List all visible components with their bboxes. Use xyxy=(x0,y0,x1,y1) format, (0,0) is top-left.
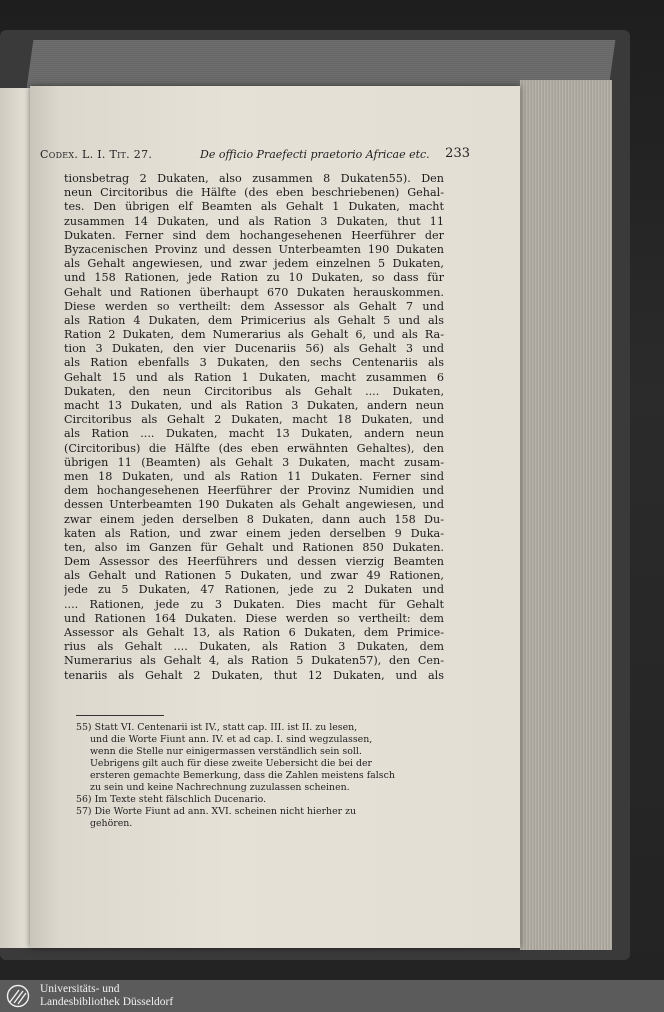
text-line: als Ration .... Dukaten, macht 13 Dukaten, andern neun xyxy=(64,427,444,441)
text-line: dem hochangesehenen Heerführer der Provinz Numidien und xyxy=(64,484,444,498)
text-line: Gehalt 15 und als Ration 1 Dukaten, macht zusammen 6 xyxy=(64,370,444,384)
text-line: als Ration ebenfalls 3 Dukaten, den sechs Centenariis als xyxy=(64,356,444,370)
footer-line-2: Landesbibliothek Düsseldorf xyxy=(40,996,174,1008)
text-line: rius als Gehalt .... Dukaten, als Ration 3 Dukaten, dem xyxy=(64,640,444,654)
ulb-logo-icon xyxy=(6,984,30,1008)
footer-line-1: Universitäts- und xyxy=(40,983,120,995)
footnote-line: wenn die Stelle nur einigermassen verständlich sein soll. xyxy=(90,746,362,757)
running-header xyxy=(40,146,470,164)
text-line: Gehalt und Rationen überhaupt 670 Dukaten herauskommen. xyxy=(64,285,444,299)
left-page-edge xyxy=(0,88,30,948)
footnote-line: Uebrigens gilt auch für diese zweite Uebersicht die bei der xyxy=(90,758,373,769)
text-line: tenariis als Gehalt 2 Dukaten, thut 12 Dukaten, und als xyxy=(64,668,444,682)
text-line: Diese werden so vertheilt: dem Assessor als Gehalt 7 und xyxy=(64,299,444,313)
text-line: Dukaten. Ferner sind dem hochangesehenen Heerführer der xyxy=(64,228,444,242)
text-line: neun Circitoribus die Hälfte (des eben beschriebenen) Gehal- xyxy=(64,186,444,200)
text-line: tionsbetrag 2 Dukaten, also zusammen 8 Dukaten55). Den xyxy=(64,172,444,185)
footnotes xyxy=(76,722,446,830)
text-line: zusammen 14 Dukaten, und als Ration 3 Dukaten, thut 11 xyxy=(64,214,444,228)
text-line: Numerarius als Gehalt 4, als Ration 5 Dukaten57), den Cen- xyxy=(64,654,444,668)
footnote-line: 56) Im Texte steht fälschlich Ducenario. xyxy=(76,794,267,805)
main-text xyxy=(64,172,444,683)
text-line: jede zu 5 Dukaten, 47 Rationen, jede zu 2 Dukaten und xyxy=(64,583,444,597)
footnote-rule xyxy=(76,715,164,716)
page-number: 233 xyxy=(445,146,470,161)
text-line: Assessor als Gehalt 13, als Ration 6 Dukaten, dem Primice- xyxy=(64,626,444,639)
text-line: Dukaten, den neun Circitoribus als Gehalt .... Dukaten, xyxy=(64,384,444,398)
text-line: übrigen 11 (Beamten) als Gehalt 3 Dukaten, macht zusam- xyxy=(64,455,444,469)
text-line: Dem Assessor des Heerführers und dessen vierzig Beamten xyxy=(64,555,444,569)
page-block-side xyxy=(520,80,612,950)
text-line: als Ration 4 Dukaten, dem Primicerius als Gehalt 5 und als xyxy=(64,313,444,327)
footnote-line: zu sein und keine Nachrechnung zuzulassen scheinen. xyxy=(90,782,350,793)
text-line: Circitoribus als Gehalt 2 Dukaten, macht 18 Dukaten, und xyxy=(64,413,444,427)
text-line: zwar einem jeden derselben 8 Dukaten, dann auch 158 Du- xyxy=(64,512,444,526)
footnote-line: gehören. xyxy=(90,818,133,829)
text-line: ten, also im Ganzen für Gehalt und Rationen 850 Dukaten. xyxy=(64,540,444,554)
header-citation: Codex. L. I. Tit. 27. xyxy=(40,148,153,161)
footnote-line: und die Worte Fiunt ann. IV. et ad cap. I. sind wegzulassen, xyxy=(90,734,373,745)
footnote-line: 55) Statt VI. Centenarii ist IV., statt cap. III. ist II. zu lesen, xyxy=(76,722,358,733)
header-title: De officio Praefecti praetorio Africae etc. xyxy=(200,148,430,161)
text-line: und 158 Rationen, jede Ration zu 10 Dukaten, so dass für xyxy=(64,271,444,285)
text-line: men 18 Dukaten, und als Ration 11 Dukaten. Ferner sind xyxy=(64,469,444,483)
text-line: als Gehalt und Rationen 5 Dukaten, und zwar 49 Rationen, xyxy=(64,569,444,583)
text-line: (Circitoribus) die Hälfte (des eben erwähnten Gehaltes), den xyxy=(64,441,444,455)
text-line: Ration 2 Dukaten, dem Numerarius als Gehalt 6, und als Ra- xyxy=(64,328,444,342)
text-line: .... Rationen, jede zu 3 Dukaten. Dies macht für Gehalt xyxy=(64,597,444,611)
text-line: dessen Unterbeamten 190 Dukaten als Gehalt angewiesen, und xyxy=(64,498,444,512)
text-line: und Rationen 164 Dukaten. Diese werden so vertheilt: dem xyxy=(64,611,444,625)
text-line: tion 3 Dukaten, den vier Ducenariis 56) als Gehalt 3 und xyxy=(64,342,444,356)
text-line: als Gehalt angewiesen, und zwar jedem einzelnen 5 Dukaten, xyxy=(64,257,444,271)
footnote-line: ersteren gemachte Bemerkung, dass die Zahlen meistens falsch xyxy=(90,770,395,781)
footnote-line: 57) Die Worte Fiunt ad ann. XVI. scheinen nicht hierher zu xyxy=(76,806,357,817)
footer-label xyxy=(40,983,173,1009)
text-line: Byzacenischen Provinz und dessen Unterbeamten 190 Dukaten xyxy=(64,242,444,256)
text-line: macht 13 Dukaten, und als Ration 3 Dukaten, andern neun xyxy=(64,399,444,412)
text-line: tes. Den übrigen elf Beamten als Gehalt 1 Dukaten, macht xyxy=(64,200,444,214)
text-line: katen als Ration, und zwar einem jeden derselben 9 Duka- xyxy=(64,526,444,540)
